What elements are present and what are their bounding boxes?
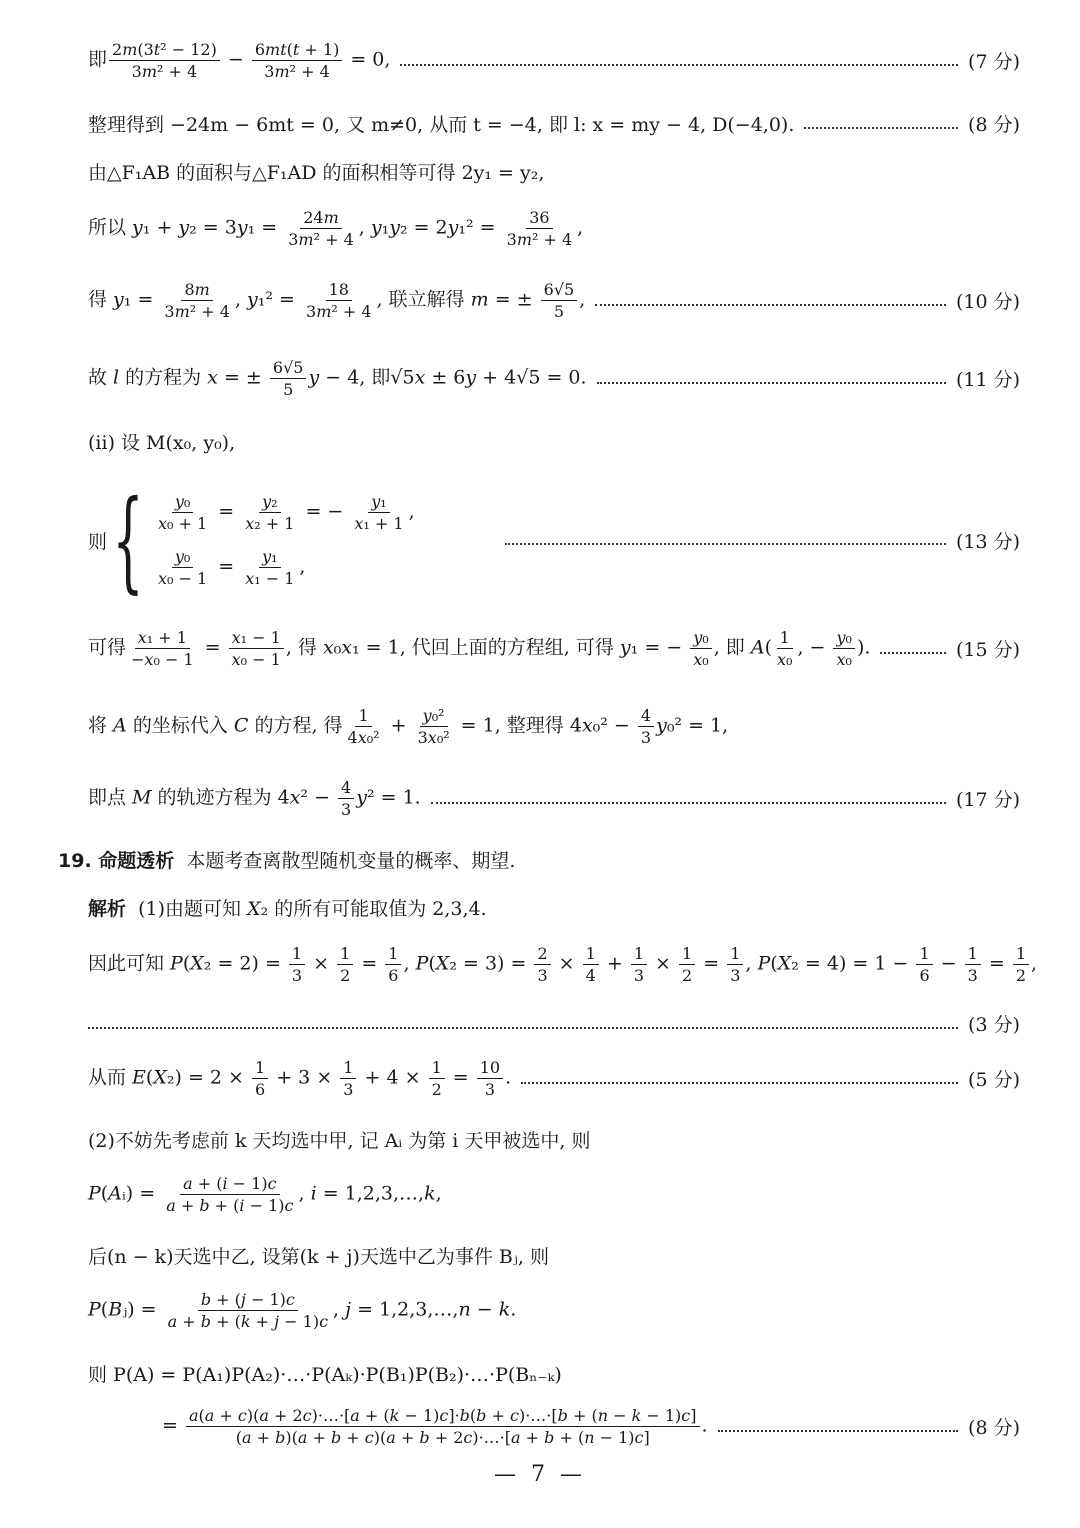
leader-dots (521, 1082, 958, 1084)
brace-icon: { (112, 476, 144, 604)
line-3-text: 由△F₁AB 的面积与△F₁AD 的面积相等可得 2y₁ = y₂, (88, 162, 545, 184)
line-5 (88, 280, 1020, 321)
line-17 (88, 1126, 1020, 1153)
score-label: (7 分) (968, 51, 1020, 73)
line-2-text: 整理得到 −24m − 6mt = 0, 又 m≠0, 从而 t = −4, 即 l: x = my − 4, D(−4,0). (88, 114, 795, 136)
score-label: (15 分) (955, 639, 1020, 661)
line-8 (88, 476, 1020, 604)
line-8-label: 则 (88, 530, 108, 553)
line-7-text: (ⅱ) 设 M(x₀, y₀), (88, 432, 236, 454)
score-label: (11 分) (955, 369, 1020, 391)
line-22 (162, 1406, 1020, 1447)
line-9-math: 可得 $\frac{\text{x₁ + 1}}{\text{−x₀ − 1}}$ = $\frac{\text{x₁ − 1}}{\text{x₀ − 1}}$ , 得 x₀x₁ = 1, 代回上面的方程组, 可得 y₁ = − $\frac{\text{y₀}}{\text{x₀}}$ , 即 A( $\frac{1}{\text{x₀}}$ , − $\frac{\text{y₀}}{\text{x₀}}$ ). (88, 628, 871, 669)
leader-dots (400, 64, 958, 66)
line-14-math: 因此可知 P(X₂ = 2) = $\frac{1}{3}$ × $\frac{1}{2}$ = $\frac{1}{6}$ , P(X₂ = 3) = $\frac{2}{3}$ × $\frac{1}{4}$ + $\frac{1}{3}$ × $\frac{1}{2}$ = $\frac{1}{3}$ , P(X₂ = 4) = 1 − $\frac{1}{6}$ − $\frac{1}{3}$ = $\frac{1}{2}$ , (88, 944, 1038, 985)
line-9 (88, 628, 1020, 669)
score-label: (10 分) (955, 291, 1020, 313)
line-5-math: 得 y₁ = $\frac{8m}{\text{3m² + 4}}$ , y₁² = $\frac{18}{\text{3m² + 4}}$ , 联立解得 m = ± $\frac{6√5}{5}$ , (88, 280, 586, 321)
line-4-math: 所以 y₁ + y₂ = 3y₁ = $\frac{24m}{\text{3m² + 4}}$ , y₁y₂ = 2y₁² = $\frac{36}{\text{3m² + 4}}$ , (88, 208, 584, 249)
leader-dots (804, 127, 958, 129)
line-11 (88, 778, 1020, 819)
line-20-math: P(Bⱼ) = $\frac{b + (j - 1)c}{a + b + (k + j - 1)c}$ , j = 1,2,3,…,n − k. (88, 1290, 517, 1331)
leader-dots (597, 382, 946, 384)
question-19-header: 19. 命题透析 本题考查离散型随机变量的概率、期望. (58, 850, 516, 872)
line-6-math: 故 l 的方程为 x = ± $\frac{6√5}{5}$ y − 4, 即√5x ± 6y + 4√5 = 0. (88, 358, 587, 399)
line-19-text: 后(n − k)天选中乙, 设第(k + j)天选中乙为事件 Bⱼ, 则 (88, 1246, 549, 1268)
page-number: — 7 — (494, 1462, 586, 1487)
analysis-line: 解析 (1)由题可知 X₂ 的所有可能取值为 2,3,4. (88, 898, 487, 920)
line-17-text: (2)不妨先考虑前 k 天均选中甲, 记 Aᵢ 为第 i 天甲被选中, 则 (88, 1130, 591, 1152)
equation-system: $\frac{\text{y₀}}{\text{x₀ + 1}}$ = $\frac{\text{y₂}}{\text{x₂ + 1}}$ = − $\frac{\text{y₁}}{\text{x₁ + 1}}$ , $\frac{\text{y₀}}{\text{x₀ − 1}}$ = $\frac{\text{y₁}}{\text{x₁ − 1}}$ , (158, 492, 415, 588)
leader-dots (431, 802, 946, 804)
line-11-math: 即点 M 的轨迹方程为 4x² − $\frac{4}{3}$ y² = 1. (88, 778, 421, 819)
score-label: (17 分) (955, 789, 1020, 811)
line-4 (88, 208, 1020, 249)
line-21 (88, 1360, 1020, 1387)
line-1-math: 即 $\frac{\text{2m(3t² − 12)}}{\text{3m² + 4}}$ − $\frac{6mt(t + 1)}{\text{3m² + 4}}$ = 0, (88, 40, 391, 81)
leader-dots (505, 543, 946, 545)
score-label: (5 分) (968, 1069, 1020, 1091)
line-18-math: P(Aᵢ) = $\frac{a + (i - 1)c}{a + b + (i - 1)c}$ , i = 1,2,3,…,k, (88, 1174, 442, 1215)
line-22-math: = a(a + c)(a + 2c)·…·[a + (k − 1)c]·b(b + c)·…·[b + (n − k − 1)c] (a + b)(a + b + c)(a + b + 2c)·…·[a + b + (n − 1)c] . (162, 1406, 708, 1447)
line-14 (88, 944, 1038, 985)
line-1 (88, 40, 1020, 81)
line-10-math: 将 A 的坐标代入 C 的方程, 得 $\frac{1}{\text{4x₀²}}$ + $\frac{\text{y₀²}}{\text{3x₀²}}$ = 1, 整理得 4x₀² − $\frac{4}{3}$ y₀² = 1, (88, 706, 729, 747)
score-label: (13 分) (955, 530, 1020, 553)
line-2 (88, 110, 1020, 137)
line-16 (88, 1058, 1020, 1099)
line-7 (88, 428, 1020, 455)
score-label: (8 分) (968, 114, 1020, 136)
line-15 (88, 1010, 1020, 1037)
score-label: (8 分) (968, 1417, 1020, 1439)
leader-dots (595, 304, 946, 306)
line-6 (88, 358, 1020, 399)
leader-dots (88, 1027, 958, 1029)
line-16-math: 从而 E(X₂) = 2 × $\frac{1}{6}$ + 3 × $\frac{1}{3}$ + 4 × $\frac{1}{2}$ = $\frac{10}{3}$ . (88, 1058, 512, 1099)
leader-dots (718, 1430, 958, 1432)
line-18 (88, 1174, 1020, 1215)
line-21-text: 则 P(A) = P(A₁)P(A₂)·…·P(Aₖ)·P(B₁)P(B₂)·…·P(Bₙ₋ₖ) (88, 1364, 562, 1386)
leader-dots (880, 652, 946, 654)
line-10 (88, 706, 1020, 747)
score-label: (3 分) (968, 1014, 1020, 1036)
line-3 (88, 158, 1020, 185)
line-20 (88, 1290, 1020, 1331)
line-19 (88, 1242, 1020, 1269)
